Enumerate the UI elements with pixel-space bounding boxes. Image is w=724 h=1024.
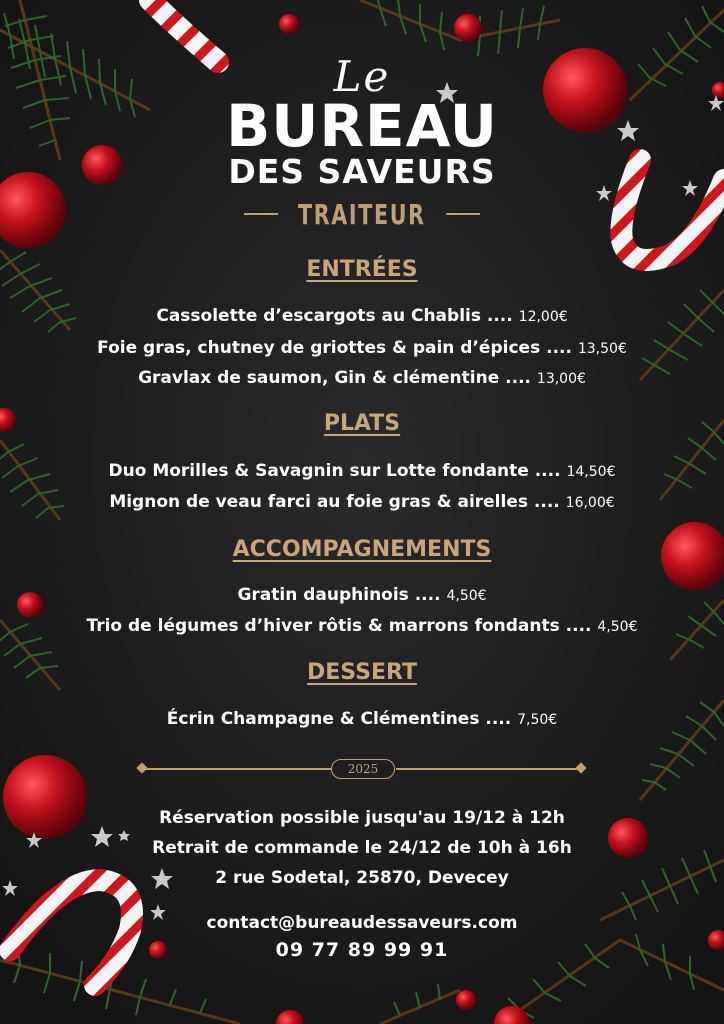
item-price: 13,00€: [536, 371, 586, 387]
address-info: 2 rue Sodetal, 25870, Devecey: [215, 868, 509, 888]
section-title-dessert: DESSERT: [307, 660, 417, 685]
item-price: 13,50€: [577, 341, 627, 357]
menu-item: Foie gras, chutney de griottes & pain d’épices .... 13,50€: [97, 338, 627, 358]
menu-item: Gravlax de saumon, Gin & clémentine .... 13,00€: [138, 368, 586, 388]
year-badge: 2025: [331, 759, 395, 779]
contact-phone[interactable]: 09 77 89 99 91: [275, 939, 449, 961]
divider-line-left: [146, 768, 331, 770]
section-title-accompagnements: ACCOMPAGNEMENTS: [232, 537, 492, 562]
menu-item: Cassolette d’escargots au Chablis .... 12,00€: [156, 306, 568, 326]
item-price: 7,50€: [517, 712, 558, 728]
menu-item: Gratin dauphinois .... 4,50€: [237, 585, 487, 605]
menu-item: Duo Morilles & Savagnin sur Lotte fondante .... 14,50€: [108, 461, 616, 481]
section-title-plats: PLATS: [323, 411, 401, 436]
reservation-info: Réservation possible jusqu'au 19/12 à 12h: [159, 808, 565, 828]
item-price: 12,00€: [518, 309, 568, 325]
contact-email[interactable]: contact@bureaudessaveurs.com: [206, 913, 518, 933]
item-price: 4,50€: [446, 588, 487, 604]
pickup-info: Retrait de commande le 24/12 de 10h à 16h: [152, 838, 572, 858]
logo-line-right: [446, 213, 480, 215]
logo-le: Le: [333, 52, 391, 101]
logo-line-left: [244, 213, 278, 215]
menu-item: Écrin Champagne & Clémentines .... 7,50€: [166, 709, 558, 729]
item-price: 14,50€: [566, 464, 616, 480]
logo-des-saveurs: DES SAVEURS: [228, 152, 496, 191]
logo-bureau: BUREAU: [226, 92, 498, 160]
menu-item: Mignon de veau farci au foie gras & airelles .... 16,00€: [109, 492, 615, 512]
year-divider: [138, 758, 586, 780]
item-price: 4,50€: [597, 619, 638, 635]
menu-item: Trio de légumes d’hiver rôtis & marrons fondants .... 4,50€: [86, 616, 638, 636]
item-price: 16,00€: [565, 495, 615, 511]
logo-traiteur: TRAITEUR: [298, 197, 426, 231]
logo-traiteur-row: [0, 196, 724, 232]
divider-line-right: [396, 768, 578, 770]
section-title-entrees: ENTRÉES: [306, 257, 418, 282]
divider-diamond-right: [575, 762, 586, 773]
